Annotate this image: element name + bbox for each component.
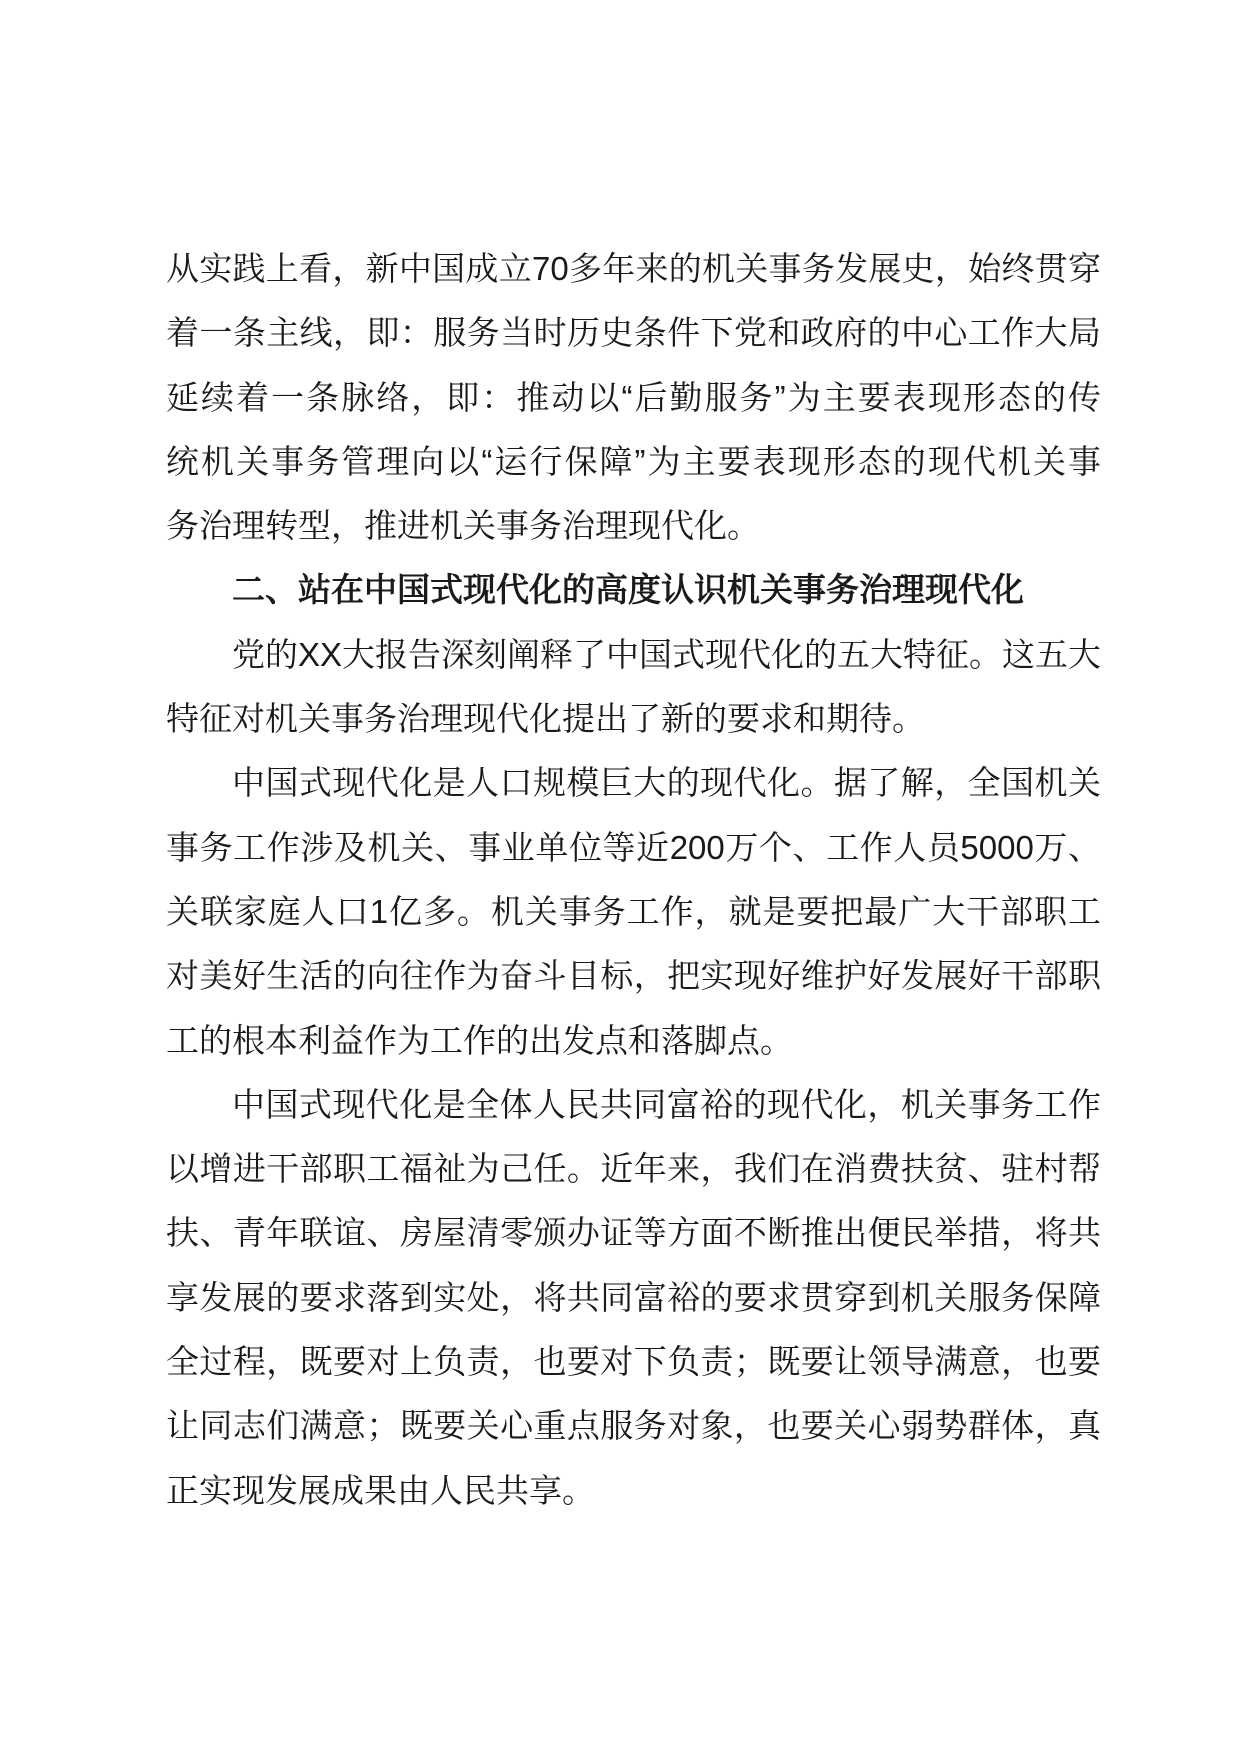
text-line: 延续着一条脉络，即：推动以“后勤服务”为主要表现形态的传 [166, 378, 1101, 416]
text-line: 扶、青年联谊、房屋清零颁办证等方面不断推出便民举措，将共 [166, 1214, 1101, 1252]
text-line: 工的根本利益作为工作的出发点和落脚点。 [166, 1021, 793, 1059]
paragraph [166, 237, 1101, 558]
text-line: 着一条主线，即：服务当时历史条件下党和政府的中心工作大局 [166, 314, 1101, 352]
section-heading: 二、站在中国式现代化的高度认识机关事务治理现代化 [232, 571, 1024, 609]
text-line: 正实现发展成果由人民共享。 [166, 1471, 595, 1509]
text-line: 全过程，既要对上负责，也要对下负责；既要让领导满意，也要 [166, 1343, 1101, 1381]
text-line: 党的XX大报告深刻阐释了中国式现代化的五大特征。这五大 [232, 635, 1102, 673]
document-body [166, 237, 1101, 1523]
text-line: 关联家庭人口1亿多。机关事务工作，就是要把最广大干部职工 [166, 892, 1101, 930]
text-line: 从实践上看，新中国成立70多年来的机关事务发展史，始终贯穿 [166, 250, 1101, 287]
text-line: 统机关事务管理向以“运行保障”为主要表现形态的现代机关事 [166, 442, 1101, 480]
text-line: 对美好生活的向往作为奋斗目标，把实现好维护好发展好干部职 [166, 957, 1101, 995]
text-line: 以增进干部职工福祉为己任。近年来，我们在消费扶贫、驻村帮 [166, 1150, 1101, 1188]
text-line: 让同志们满意；既要关心重点服务对象，也要关心弱势群体，真 [166, 1407, 1101, 1445]
text-line: 事务工作涉及机关、事业单位等近200万个、工作人员5000万、 [166, 828, 1101, 866]
paragraph [166, 623, 1101, 752]
text-line: 中国式现代化是全体人民共同富裕的现代化，机关事务工作 [232, 1085, 1101, 1123]
text-line: 务治理转型，推进机关事务治理现代化。 [166, 507, 760, 545]
paragraph [166, 751, 1101, 1072]
text-line: 中国式现代化是人口规模巨大的现代化。据了解，全国机关 [232, 764, 1101, 802]
text-line: 特征对机关事务治理现代化提出了新的要求和期待。 [166, 700, 925, 738]
text-line: 享发展的要求落到实处，将共同富裕的要求贯穿到机关服务保障 [166, 1278, 1101, 1316]
paragraph [166, 1073, 1101, 1523]
